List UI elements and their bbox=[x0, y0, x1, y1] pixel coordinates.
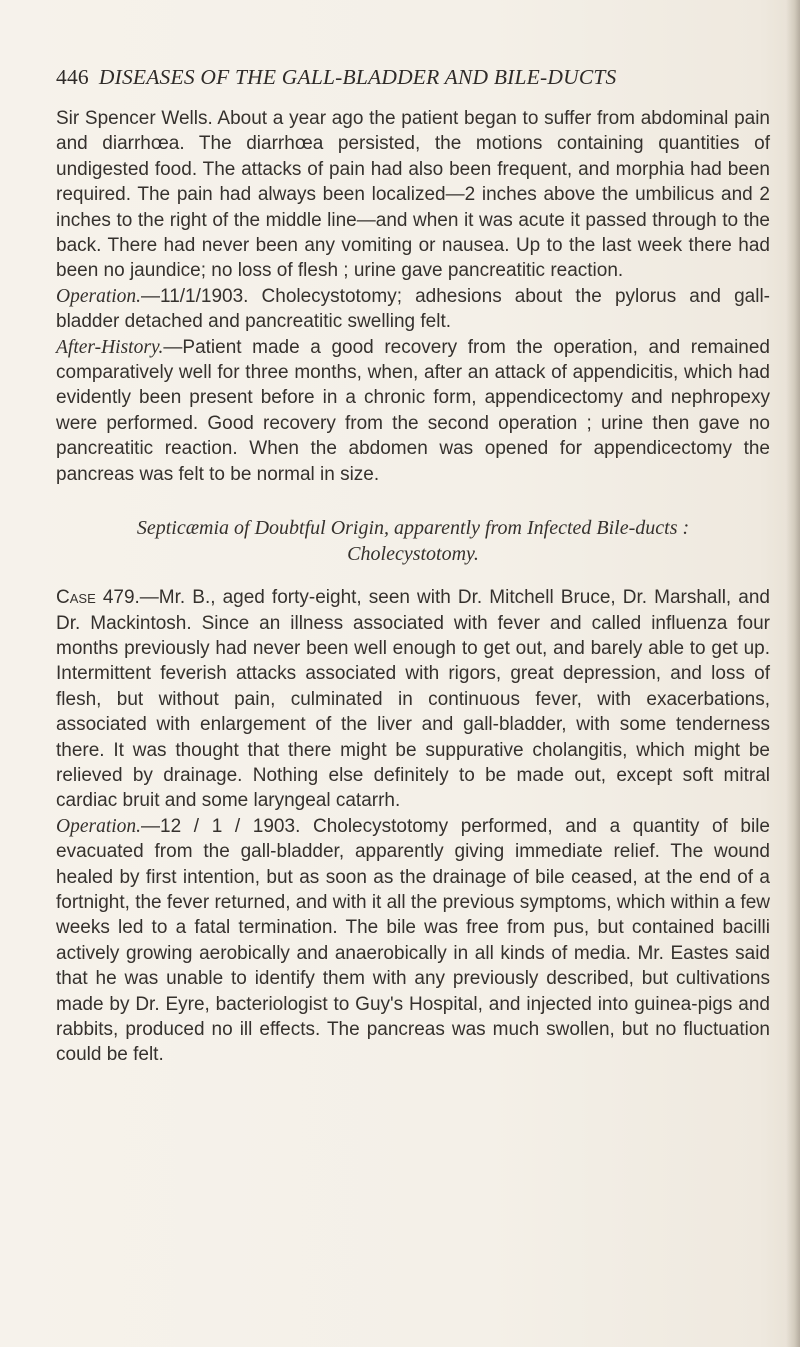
running-head bbox=[56, 62, 770, 92]
paragraph-text: 479.—Mr. B., aged forty-eight, seen with Dr. Mitchell Bruce, Dr. Marshall, and Dr. Mackintosh. Since an illness associated with fever and called influenza four months previously had never been well enough to get out, and barely able to get up. Intermittent feverish attacks associated with rigors, great depression, and loss of flesh, but without pain, culminated in continuous fever, with exacerbations, associated with enlargement of the liver and gall-bladder, with some tenderness there. It was thought that there might be suppurative cholangitis, which might be relieved by drainage. Nothing else definitely to be made out, except soft mitral cardiac bruit and some laryngeal catarrh. bbox=[56, 587, 770, 812]
paragraph-text: —Patient made a good recovery from the operation, and remained comparatively well for three months, when, after an attack of appendicitis, which had evidently been present before in a chronic form, appendicectomy and nephropexy were performed. Good recovery from the second operation ; urine then gave no pancreatitic reaction. When the abdomen was opened for appendicectomy the pancreas was felt to be normal in size. bbox=[56, 336, 770, 485]
paragraph-text: Sir Spencer Wells. About a year ago the patient began to suffer from abdominal pain and diarrhœa. The diarrhœa persisted, the motions containing quantities of undigested food. The attacks of pain had also been frequent, and morphia had been required. The pain had always been localized—2 inches above the umbilicus and 2 inches to the right of the middle line—and when it was acute it passed through to the back. There had never been any vomiting or nausea. Up to the last week there had been no jaundice; no loss of flesh ; urine gave pancreatitic reaction. bbox=[56, 108, 770, 282]
paragraph-operation-2 bbox=[56, 814, 770, 1068]
paragraph-case-479 bbox=[56, 585, 770, 814]
body-text bbox=[56, 106, 770, 1068]
page-content bbox=[56, 62, 770, 1068]
paragraph-history bbox=[56, 106, 770, 284]
label-operation: Operation. bbox=[56, 815, 142, 837]
section-heading bbox=[56, 515, 770, 567]
case-label: Case bbox=[56, 587, 96, 609]
label-after-history: After-History. bbox=[56, 336, 164, 358]
section-heading-line-2: Cholecystotomy. bbox=[347, 543, 479, 566]
paragraph-text: —11/1/1903. Cholecystotomy; adhesions about the pylorus and gall-bladder detached and pancreatitic swelling felt. bbox=[56, 285, 770, 333]
page-edge-shadow bbox=[786, 0, 800, 1347]
paragraph-text: —12 / 1 / 1903. Cholecystotomy performed, and a quantity of bile evacuated from the gall-bladder, apparently giving immediate relief. The wound healed by first intention, but as soon as the drainage of bile ceased, at the end of a fortnight, the fever returned, and with it all the previous symptoms, which within a few weeks led to a fatal termination. The bile was free from pus, but contained bacilli actively growing aerobically and anaerobically in all kinds of media. Mr. Eastes said that he was unable to identify them with any previously described, but cultivations made by Dr. Eyre, bacteriologist to Guy's Hospital, and injected into guinea-pigs and rabbits, produced no ill effects. The pancreas was much swollen, but no fluctuation could be felt. bbox=[56, 815, 770, 1066]
page-number: 446 bbox=[56, 65, 89, 89]
paragraph-after-history bbox=[56, 335, 770, 487]
label-operation: Operation. bbox=[56, 285, 142, 307]
running-head-title: DISEASES OF THE GALL-BLADDER AND BILE-DUCTS bbox=[98, 65, 617, 89]
paragraph-operation-1 bbox=[56, 284, 770, 335]
section-heading-line-1: Septicæmia of Doubtful Origin, apparently from Infected Bile-ducts : bbox=[136, 517, 690, 540]
